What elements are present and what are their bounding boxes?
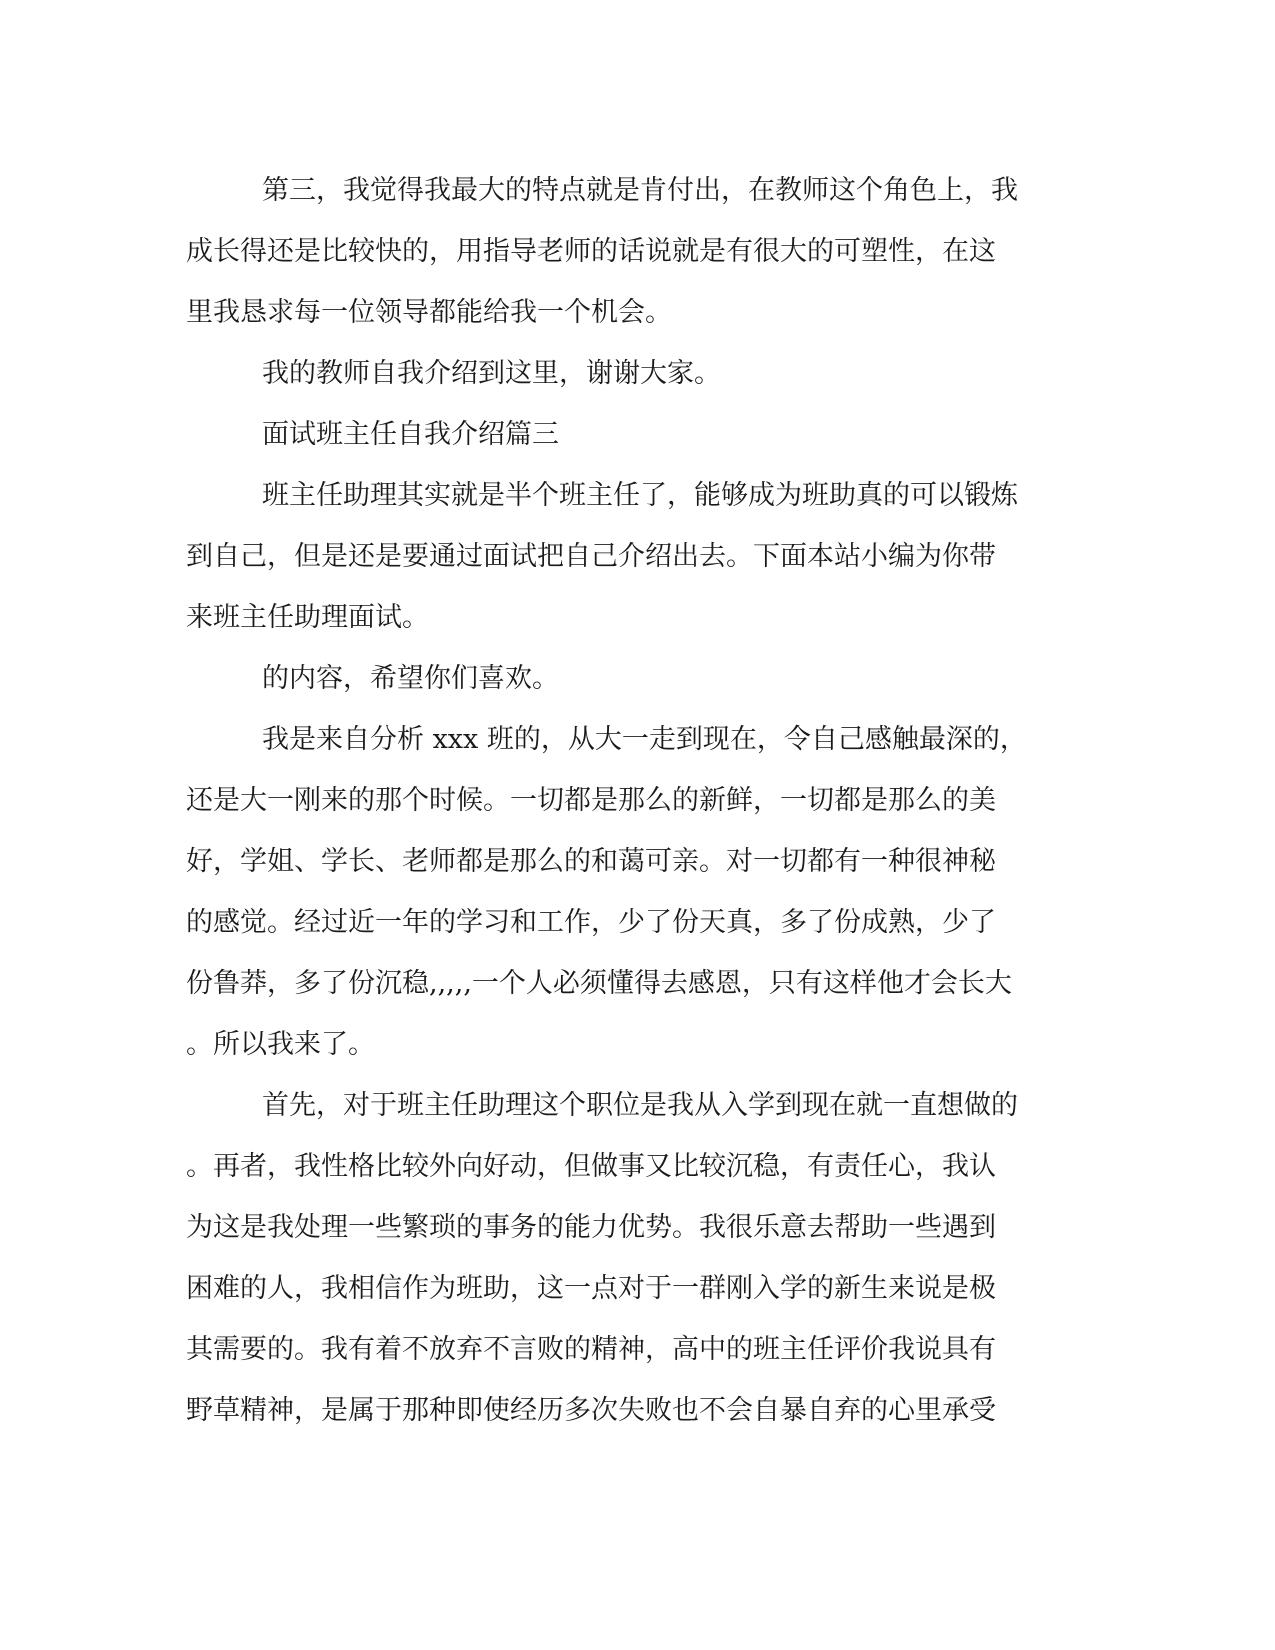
text-line: 困难的人，我相信作为班助，这一点对于一群刚入学的新生来说是极 — [186, 1273, 996, 1304]
section-heading — [186, 404, 1066, 465]
text-line: 第三，我觉得我最大的特点就是肯付出，在教师这个角色上，我 — [262, 175, 1018, 206]
paragraph — [186, 465, 1066, 648]
text-line: 其需要的。我有着不放弃不言败的精神，高中的班主任评价我说具有 — [186, 1334, 996, 1365]
text-line: 份鲁莽，多了份沉稳,,,,,一个人必须懂得去感恩，只有这样他才会长大 — [186, 968, 1012, 999]
text-line: 我是来自分析 xxx 班的，从大一走到现在，令自己感触最深的， — [262, 724, 1027, 755]
text-line: 还是大一刚来的那个时候。一切都是那么的新鲜，一切都是那么的美 — [186, 785, 996, 816]
paragraph — [186, 709, 1066, 1075]
paragraph — [186, 343, 1066, 404]
paragraph — [186, 648, 1066, 709]
text-line: 来班主任助理面试。 — [186, 602, 429, 633]
text-line: 好，学姐、学长、老师都是那么的和蔼可亲。对一切都有一种很神秘 — [186, 846, 996, 877]
paragraph — [186, 1075, 1066, 1441]
document-body — [186, 160, 1066, 1441]
text-line: 班主任助理其实就是半个班主任了，能够成为班助真的可以锻炼 — [262, 480, 1018, 511]
text-line: 成长得还是比较快的，用指导老师的话说就是有很大的可塑性，在这 — [186, 236, 996, 267]
text-line: 里我恳求每一位领导都能给我一个机会。 — [186, 297, 672, 328]
text-line: 我的教师自我介绍到这里，谢谢大家。 — [262, 358, 721, 389]
text-line: 野草精神，是属于那种即使经历多次失败也不会自暴自弃的心里承受 — [186, 1395, 996, 1426]
text-line: 的感觉。经过近一年的学习和工作，少了份天真，多了份成熟，少了 — [186, 907, 996, 938]
text-line: 。再者，我性格比较外向好动，但做事又比较沉稳，有责任心，我认 — [186, 1151, 996, 1182]
text-line: 面试班主任自我介绍篇三 — [262, 419, 559, 450]
text-line: 。所以我来了。 — [186, 1029, 375, 1060]
text-line: 的内容，希望你们喜欢。 — [262, 663, 559, 694]
text-line: 到自己，但是还是要通过面试把自己介绍出去。下面本站小编为你带 — [186, 541, 996, 572]
text-line: 为这是我处理一些繁琐的事务的能力优势。我很乐意去帮助一些遇到 — [186, 1212, 996, 1243]
paragraph — [186, 160, 1066, 343]
text-line: 首先，对于班主任助理这个职位是我从入学到现在就一直想做的 — [262, 1090, 1018, 1121]
